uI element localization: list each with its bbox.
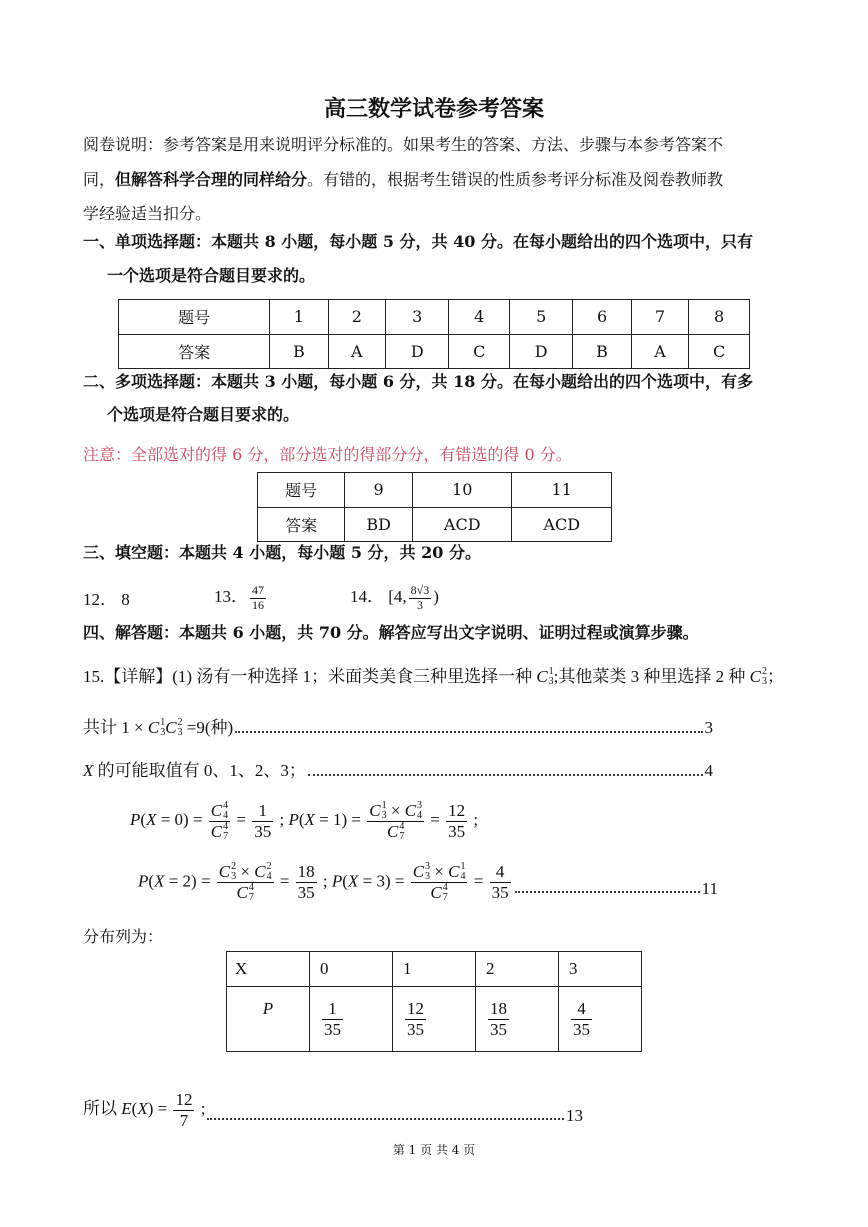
combination-k: 1 xyxy=(460,861,466,872)
section2-heading: 二、多项选择题：本题共 3 小题，每小题 6 分，共 18 分。在每小题给出的四个选项中，有多 xyxy=(83,372,753,391)
math-text: 1 xyxy=(328,998,337,1018)
combination-symbol: C xyxy=(210,800,223,820)
numerator xyxy=(252,801,273,822)
q15-total xyxy=(83,713,233,738)
numerator xyxy=(217,862,274,883)
numerator xyxy=(322,999,343,1020)
fraction xyxy=(173,1090,194,1130)
combination-indices xyxy=(443,883,448,903)
denominator xyxy=(217,883,274,903)
combination-k: 1 xyxy=(381,799,387,811)
fraction xyxy=(250,584,266,613)
math-text: 4 xyxy=(577,998,586,1018)
fraction xyxy=(296,862,317,902)
math-text: = xyxy=(232,810,251,829)
fraction xyxy=(367,801,424,842)
expectation-formula xyxy=(83,1090,205,1130)
score-mark: 4 xyxy=(704,761,713,780)
table-cell: B xyxy=(573,334,631,369)
score-mark: 13 xyxy=(566,1106,583,1126)
table-row xyxy=(119,300,750,335)
combination-k: 4 xyxy=(248,882,254,893)
combination xyxy=(536,666,553,688)
combination-k: 4 xyxy=(399,820,405,832)
table-cell: 1 xyxy=(393,952,476,987)
combination xyxy=(211,801,228,821)
table-cell xyxy=(559,987,642,1052)
math-text: 47 xyxy=(252,583,264,597)
math-text: 35 xyxy=(490,1019,507,1039)
table-cell: 10 xyxy=(412,473,512,508)
combination-k: 3 xyxy=(417,799,423,811)
combination-n: 3 xyxy=(160,727,166,738)
q15-line-1 xyxy=(83,666,784,688)
combination-symbol: C xyxy=(448,862,460,882)
math-text: 的可能取值有 0、1、2、3； xyxy=(93,761,306,780)
fraction xyxy=(490,862,511,902)
combination xyxy=(219,862,236,882)
math-text: 14． [4, xyxy=(350,587,407,607)
math-text: 15.【详解】(1) 汤有一种选择 1；米面类美食三种里选择一种 xyxy=(83,667,537,686)
q15-values xyxy=(83,756,306,781)
math-text: 12 xyxy=(175,1090,193,1109)
row-label: 答案 xyxy=(119,334,270,369)
math-text: = xyxy=(275,871,294,891)
math-text: ( xyxy=(131,1098,138,1118)
combination xyxy=(430,883,447,903)
math-text: 共计 1 × xyxy=(83,718,148,737)
combination-n: 4 xyxy=(266,871,272,882)
math-text: ( xyxy=(298,810,305,829)
table-cell: 2 xyxy=(328,300,386,335)
combination-symbol: C xyxy=(369,800,381,820)
denominator xyxy=(571,1020,592,1040)
combination-k: 1 xyxy=(548,666,554,677)
prob-formula xyxy=(138,862,513,903)
combination-indices xyxy=(399,822,404,842)
combination-n: 4 xyxy=(223,809,229,821)
page-title: 高三数学试卷参考答案 xyxy=(323,96,544,122)
combination-symbol: C xyxy=(236,883,248,903)
numerator xyxy=(446,801,467,822)
math-text: = 3) = xyxy=(358,871,409,891)
table-cell xyxy=(476,987,559,1052)
table-cell: C xyxy=(449,334,510,369)
denominator xyxy=(367,822,424,842)
math-text: 35 xyxy=(324,1019,341,1039)
combination-indices xyxy=(249,883,254,903)
table-row xyxy=(119,334,750,369)
table-cell: D xyxy=(386,334,449,369)
combination-symbol: C xyxy=(412,862,425,882)
math-text: ( xyxy=(342,871,348,891)
math-text: 所以 xyxy=(83,1098,122,1118)
math-text: = 2) = xyxy=(164,871,215,891)
fraction xyxy=(252,801,273,841)
score-mark: 11 xyxy=(701,879,718,898)
combination-indices xyxy=(223,822,228,842)
math-text: ; xyxy=(196,1098,206,1118)
combination-indices xyxy=(417,801,422,821)
row-label: X xyxy=(227,952,310,987)
expectation-line xyxy=(83,1090,583,1130)
section3-heading: 三、填空题：本题共 4 小题，每小题 5 分，共 20 分。 xyxy=(83,543,481,562)
scoring-note: 注意：全部选对的得 6 分，部分选对的得部分分，有错选的得 0 分。 xyxy=(83,445,572,464)
intro-emphasis: 但解答科学合理的同样给分 xyxy=(115,170,308,189)
combination-k: 4 xyxy=(442,882,448,893)
prob-formula-0-1 xyxy=(130,800,478,842)
math-text: 35 xyxy=(254,821,272,841)
math-variable: P xyxy=(138,871,149,891)
table-cell: ACD xyxy=(412,507,512,542)
numerator xyxy=(490,862,511,883)
table-cell: 6 xyxy=(573,300,631,335)
q15-line-2 xyxy=(83,713,713,738)
combination-n: 7 xyxy=(442,892,448,903)
denominator xyxy=(405,1020,426,1040)
combination-symbol: C xyxy=(749,667,761,686)
distribution-label: 分布列为： xyxy=(83,927,164,946)
math-text: ； xyxy=(767,667,784,686)
math-text: 12 xyxy=(407,998,424,1018)
combination xyxy=(148,718,165,738)
table-cell: 0 xyxy=(310,952,393,987)
denominator xyxy=(409,599,432,613)
numerator xyxy=(571,999,592,1020)
table-cell: 9 xyxy=(345,473,413,508)
math-text: 8√3 xyxy=(410,583,430,597)
intro-text: 同， xyxy=(83,170,116,189)
combination-n: 3 xyxy=(548,676,554,687)
math-text: ) xyxy=(433,587,439,607)
math-text: 7 xyxy=(179,1110,189,1130)
math-text: = 1) = xyxy=(314,810,366,829)
denominator xyxy=(250,599,266,613)
combination-k: 1 xyxy=(160,717,166,728)
combination-n: 7 xyxy=(248,892,254,903)
multi-choice-answer-table xyxy=(257,472,612,542)
combination-indices xyxy=(267,862,272,882)
fraction xyxy=(571,999,592,1039)
math-variable: X xyxy=(137,1098,148,1118)
combination-indices xyxy=(223,801,228,821)
math-text: 12． 8 xyxy=(83,590,130,609)
math-variable: X xyxy=(83,761,94,780)
combination xyxy=(369,801,386,821)
table-cell: B xyxy=(270,334,328,369)
combination-k: 4 xyxy=(223,799,229,811)
combination-symbol: C xyxy=(210,821,223,841)
row-label: 题号 xyxy=(258,473,345,508)
math-text: 18 xyxy=(297,862,315,882)
math-text: 35 xyxy=(573,1019,590,1039)
fraction xyxy=(411,862,468,903)
combination-symbol: C xyxy=(430,883,442,903)
combination xyxy=(448,862,465,882)
table-cell: 2 xyxy=(476,952,559,987)
math-text: 35 xyxy=(297,883,315,902)
math-text: ; xyxy=(469,810,479,829)
math-text: 35 xyxy=(407,1019,424,1039)
section1-heading-cont: 一个选项是符合题目要求的。 xyxy=(107,266,316,285)
combination-symbol: C xyxy=(165,718,177,737)
answer-14 xyxy=(350,584,439,613)
dot-leader xyxy=(235,731,702,733)
math-variable: X xyxy=(347,871,359,891)
math-text: 13． xyxy=(214,587,248,607)
table-cell: 7 xyxy=(631,300,689,335)
fraction xyxy=(405,999,426,1039)
table-cell: D xyxy=(510,334,573,369)
intro-line-2 xyxy=(83,169,723,191)
combination-n: 3 xyxy=(177,727,183,738)
denominator xyxy=(296,883,317,903)
math-variable: X xyxy=(154,871,165,891)
combination-k: 2 xyxy=(231,861,237,872)
fraction xyxy=(217,862,274,903)
section2-heading-cont: 个选项是符合题目要求的。 xyxy=(107,405,300,424)
table-cell: 5 xyxy=(510,300,573,335)
table-cell xyxy=(310,987,393,1052)
answer-13 xyxy=(214,584,268,613)
numerator xyxy=(173,1090,194,1111)
math-variable: X xyxy=(304,810,315,829)
fraction xyxy=(322,999,343,1039)
denominator xyxy=(252,822,273,842)
table-cell: ACD xyxy=(512,507,612,542)
combination-symbol: C xyxy=(254,862,266,882)
denominator xyxy=(209,822,230,842)
table-cell: 4 xyxy=(449,300,510,335)
fraction xyxy=(488,999,509,1039)
math-text: ( xyxy=(140,810,147,829)
denominator xyxy=(446,822,467,842)
combination xyxy=(405,801,422,821)
table-row xyxy=(258,507,612,542)
combination-n: 7 xyxy=(223,830,229,842)
table-cell: A xyxy=(631,334,689,369)
numerator xyxy=(411,862,468,883)
section4-heading: 四、解答题：本题共 6 小题，共 70 分。解答应写出文字说明、证明过程或演算步骤。 xyxy=(83,623,699,642)
table-row xyxy=(227,952,642,987)
math-text: 18 xyxy=(490,998,507,1018)
combination xyxy=(387,822,404,842)
combination xyxy=(211,822,228,842)
section1-heading: 一、单项选择题：本题共 8 小题，每小题 5 分，共 40 分。在每小题给出的四个选项中，只有 xyxy=(83,232,753,251)
math-variable: P xyxy=(130,810,141,829)
table-cell: 8 xyxy=(689,300,750,335)
math-text: =9(种) xyxy=(182,718,234,737)
row-label: 题号 xyxy=(119,300,270,335)
math-text: ;其他菜类 3 种里选择 2 种 xyxy=(553,667,750,686)
dot-leader xyxy=(207,1118,564,1120)
combination-n: 7 xyxy=(399,830,405,842)
table-cell xyxy=(393,987,476,1052)
denominator xyxy=(173,1111,194,1131)
numerator xyxy=(488,999,509,1020)
score-mark: 3 xyxy=(704,718,713,737)
fraction xyxy=(446,801,467,841)
numerator xyxy=(409,584,432,599)
math-text: × xyxy=(386,800,405,820)
math-text: ) = xyxy=(147,1098,172,1118)
table-cell: C xyxy=(689,334,750,369)
combination-symbol: C xyxy=(404,800,417,820)
math-text: × xyxy=(430,862,449,882)
fraction xyxy=(209,801,230,842)
math-text: 1 xyxy=(258,801,267,821)
combination-k: 2 xyxy=(266,861,272,872)
combination-n: 3 xyxy=(231,871,237,882)
combination xyxy=(254,862,271,882)
combination xyxy=(413,862,430,882)
denominator xyxy=(322,1020,343,1040)
answer-12 xyxy=(83,589,130,611)
combination-n: 4 xyxy=(460,871,466,882)
dot-leader xyxy=(308,774,703,776)
numerator xyxy=(209,801,230,822)
combination-k: 4 xyxy=(223,820,229,832)
table-cell: A xyxy=(328,334,386,369)
numerator xyxy=(250,584,266,599)
math-text: 3 xyxy=(416,597,423,612)
math-text: 12 xyxy=(448,801,466,821)
math-variable: P xyxy=(288,810,299,829)
math-variable: E xyxy=(121,1098,132,1118)
table-cell: 11 xyxy=(512,473,612,508)
math-text: 16 xyxy=(252,597,264,612)
math-text: 35 xyxy=(448,821,466,841)
numerator xyxy=(405,999,426,1020)
table-row xyxy=(258,473,612,508)
prob-formula-2-3 xyxy=(138,862,718,903)
row-label: P xyxy=(227,987,310,1052)
combination xyxy=(750,666,767,688)
numerator xyxy=(367,801,424,822)
table-cell: 3 xyxy=(559,952,642,987)
combination-n: 4 xyxy=(417,809,423,821)
dot-leader xyxy=(515,891,700,893)
combination-n: 3 xyxy=(425,871,431,882)
distribution-table xyxy=(226,951,642,1052)
combination-indices xyxy=(460,862,465,882)
math-text: = xyxy=(426,810,445,829)
numerator xyxy=(296,862,317,883)
combination-n: 3 xyxy=(762,676,767,687)
table-cell: 1 xyxy=(270,300,328,335)
combination-k: 2 xyxy=(177,717,183,728)
math-text: ; xyxy=(318,871,332,891)
denominator xyxy=(488,1020,509,1040)
denominator xyxy=(490,883,511,903)
intro-text: 。有错的，根据考生错误的性质参考评分标准及阅卷教师教 xyxy=(307,170,724,189)
page-footer: 第 1 页 共 4 页 xyxy=(392,1143,476,1157)
combination-symbol: C xyxy=(147,718,160,737)
math-text: = 0) = xyxy=(156,810,207,829)
table-cell: 3 xyxy=(386,300,449,335)
fraction xyxy=(409,584,432,613)
math-text: = xyxy=(469,871,488,891)
combination-k: 3 xyxy=(425,861,431,872)
single-choice-answer-table xyxy=(118,299,750,369)
math-text: 35 xyxy=(491,883,509,902)
q15-line-3 xyxy=(83,756,713,781)
denominator xyxy=(411,883,468,903)
math-variable: P xyxy=(331,871,343,891)
combination-symbol: C xyxy=(386,821,399,841)
combination-k: 2 xyxy=(762,666,767,677)
combination-n: 3 xyxy=(381,809,387,821)
intro-line-1: 阅卷说明：参考答案是用来说明评分标准的。如果考生的答案、方法、步骤与本参考答案不 xyxy=(83,135,724,154)
math-text: ; xyxy=(275,810,289,829)
math-text: ( xyxy=(148,871,155,891)
math-variable: X xyxy=(146,810,157,829)
combination-symbol: C xyxy=(536,667,548,686)
math-text: 4 xyxy=(495,862,505,882)
math-text: × xyxy=(236,862,255,882)
table-cell: BD xyxy=(345,507,413,542)
combination-symbol: C xyxy=(218,862,231,882)
table-row xyxy=(227,987,642,1052)
row-label: 答案 xyxy=(258,507,345,542)
combination xyxy=(165,718,182,738)
intro-line-3: 学经验适当扣分。 xyxy=(83,204,212,223)
combination xyxy=(237,883,254,903)
